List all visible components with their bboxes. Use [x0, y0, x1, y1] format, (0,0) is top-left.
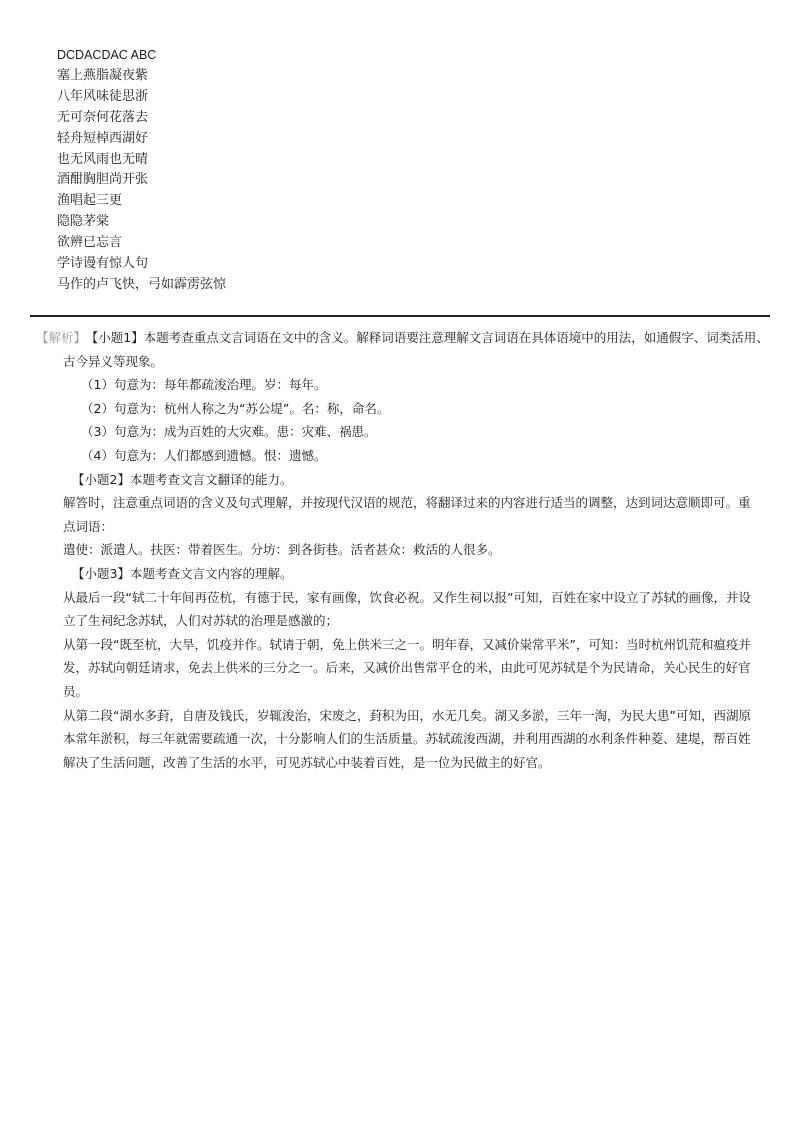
- answer-line: 也无风雨也无晴: [57, 151, 149, 167]
- q2-text: 点词语：: [63, 518, 114, 534]
- answer-line: 学诗谩有惊人句: [57, 256, 149, 272]
- answer-line: 隐隐茅棠: [57, 214, 110, 230]
- answer-line: 渔唱起三更: [57, 193, 123, 209]
- q3-text: 从最后一段“轼二十年间再莅杭，有德于民，家有画像，饮食必祝。又作生祠以报”可知，百姓在家中设立了苏轼的画像，并设: [63, 589, 751, 605]
- q1-item: （4）句意为：人们都感到遗憾。恨：遗憾。: [81, 447, 327, 463]
- q3-text: 解决了生活问题，改善了生活的水平，可见苏轼心中装着百姓，是一位为民做主的好官。: [63, 754, 551, 770]
- q3-text: 员。: [63, 683, 89, 699]
- answer-line: 酒酣胸胆尚开张: [57, 172, 149, 188]
- q1-intro-cont: 古今异义等现象。: [63, 353, 164, 369]
- q3-text: 立了生祠纪念苏轼，人们对苏轼的治理是感激的；: [63, 613, 339, 629]
- q1-intro: 【解析】 【小题1】本题考查重点文言词语在文中的含义。解释词语要注意理解文言词语在具体语境中的用法，如通假字、词类活用、: [36, 330, 769, 345]
- section-divider: [30, 315, 770, 317]
- answer-line: 塞上燕脂凝夜紫: [57, 67, 149, 83]
- answer-line: 八年风味徒思浙: [57, 88, 149, 104]
- analysis-tag: 【解析】: [36, 330, 87, 345]
- answer-line: 马作的卢飞快，弓如霹雳弦惊: [57, 276, 227, 292]
- analysis-block: [36, 326, 769, 774]
- answer-key: DCDACDAC ABC: [57, 48, 157, 62]
- q1-item: （1）句意为：每年都疏浚治理。岁：每年。: [81, 377, 327, 393]
- q2-title: 【小题2】本题考查文言文翻译的能力。: [72, 471, 293, 487]
- q2-text: 遣使：派遣人。扶医：带着医生。分坊：到各街巷。活者甚众：救活的人很多。: [63, 542, 501, 558]
- q3-title: 【小题3】本题考查文言文内容的理解。: [72, 565, 293, 581]
- q1-item: （3）句意为：成为百姓的大灾难。患：灾难、祸患。: [81, 424, 377, 440]
- q3-text: 从第一段“既至杭，大旱，饥疫并作。轼请于朝，免上供米三之一。明年春，又减价粜常平米”，可知：当时杭州饥荒和瘟疫并: [63, 636, 751, 652]
- answer-block: [57, 45, 457, 296]
- q3-text: 本常年淤积，每三年就需要疏通一次，十分影响人们的生活质量。苏轼疏浚西湖，并利用西湖的水利条件种菱、建堤，帮百姓: [63, 731, 751, 747]
- q1-item: （2）句意为：杭州人称之为“苏公堤”。名：称，命名。: [81, 400, 390, 416]
- answer-line: 无可奈何花落去: [57, 109, 149, 125]
- answer-line: 轻舟短棹西湖好: [57, 130, 149, 146]
- answer-line: 欲辨已忘言: [57, 235, 123, 251]
- q3-text: 发，苏轼向朝廷请求，免去上供米的三分之一。后来，又减价出售常平仓的米，由此可见苏轼是个为民请命，关心民生的好官: [63, 660, 751, 676]
- q2-text: 解答时，注意重点词语的含义及句式理解，并按现代汉语的规范，将翻译过来的内容进行适当的调整，达到词达意顺即可。重: [63, 495, 751, 511]
- q3-text: 从第二段“湖水多葑，自唐及钱氏，岁辄浚治，宋废之，葑积为田，水无几矣。湖又多淤，三年一淘，为民大患”可知，西湖原: [63, 707, 751, 723]
